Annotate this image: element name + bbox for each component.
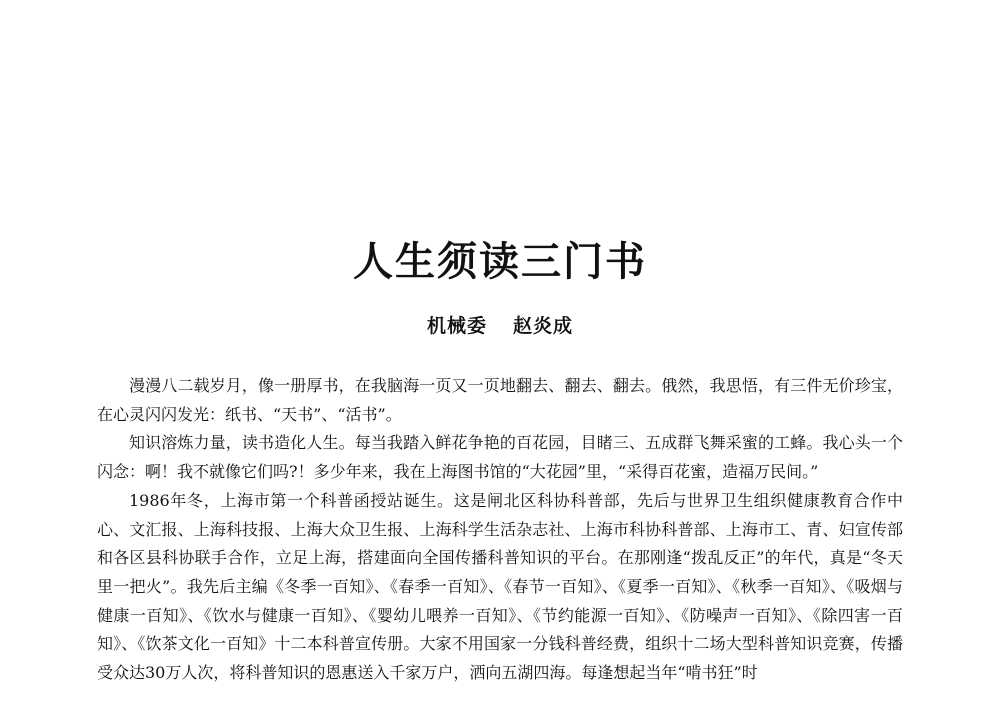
author-name: 赵炎成 [513,315,574,337]
article-title: 人生须读三门书 [353,239,647,285]
paragraph: 1986年冬，上海市第一个科普函授站诞生。这是闸北区科协科普部，先后与世界卫生组织健康教育合作中心、文汇报、上海科技报、上海大众卫生报、上海科学生活杂志社、上海市科协科普部、上海市工、青、妇宣传部和各区县科协联手合作，立足上海，搭建面向全国传播科普知识的平台。在那刚逢“拨乱反正”的年代，真是“冬天里一把火”。我先后主编《冬季一百知》、《春季一百知》、《春节一百知》、《夏季一百知》、《秋季一百知》、《吸烟与健康一百知》、《饮水与健康一百知》、《婴幼儿喂养一百知》、《节约能源一百知》、《防噪声一百知》、《除四害一百知》、《饮茶文化一百知》十二本科普宣传册。大家不用国家一分钱科普经费，组织十二场大型科普知识竞赛，传播受众达30万人次，将科普知识的恩惠送入千家万户，洒向五湖四海。每逢想起当年“啃书狂”时 [97,490,903,683]
article-body [97,372,903,688]
paragraph: 知识溶炼力量，读书造化人生。每当我踏入鲜花争艳的百花园，目睹三、五成群飞舞采蜜的工蜂。我心头一个闪念：啊！我不就像它们吗?！多少年来，我在上海图书馆的“大花园”里，“采得百花蜜，造福万民间。” [97,433,903,482]
author-line [0,313,1000,339]
paragraph: 漫漫八二载岁月，像一册厚书，在我脑海一页又一页地翻去、翻去、翻去。俄然，我思悟，有三件无价珍宝，在心灵闪闪发光：纸书、“天书”、“活书”。 [97,376,903,424]
author-affiliation: 机械委 [426,315,487,337]
